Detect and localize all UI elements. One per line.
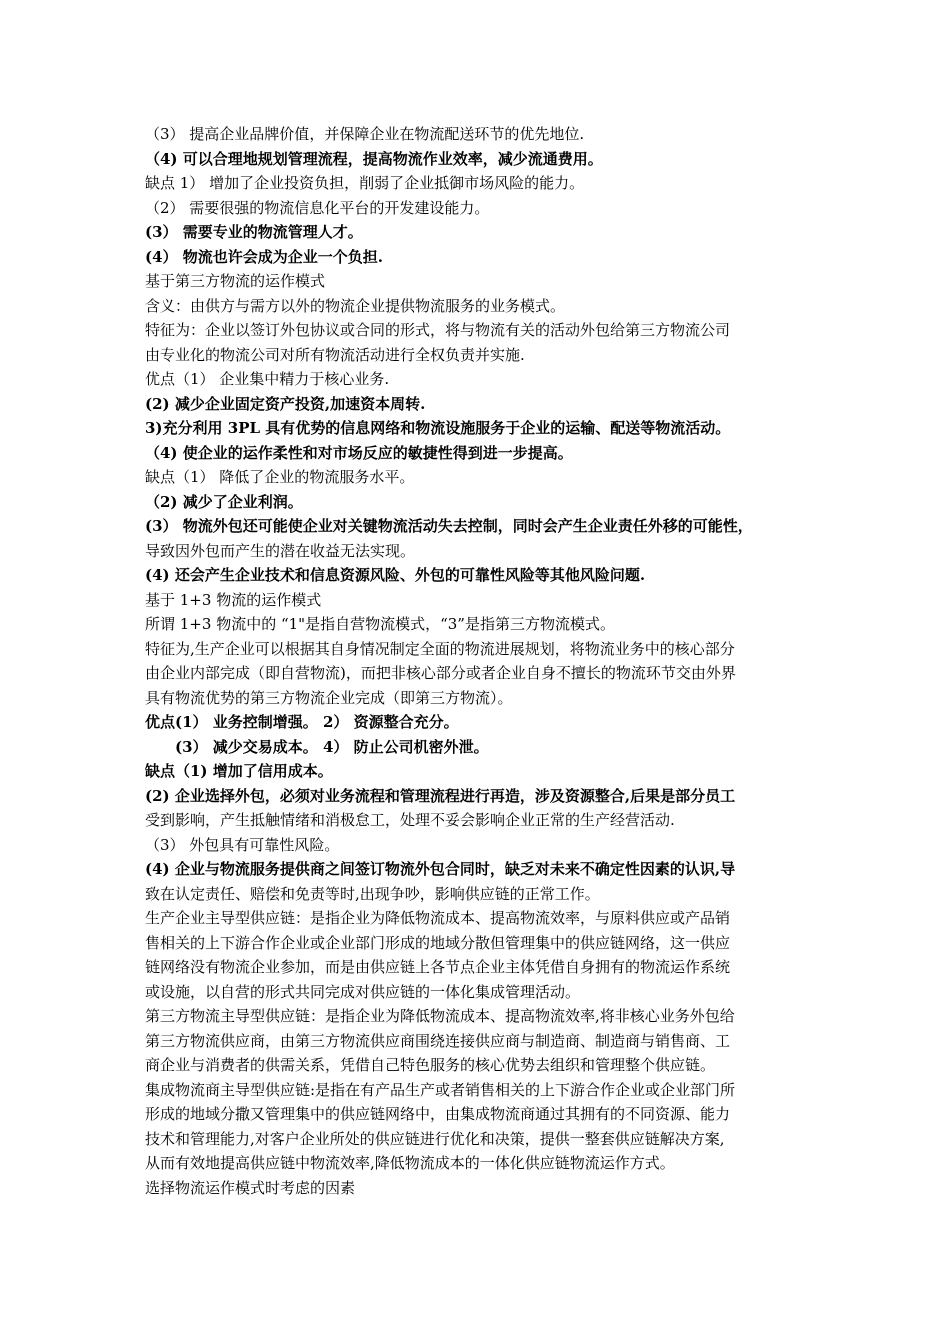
text-line: 致在认定责任、赔偿和免责等时,出现争吵，影响供应链的正常工作。 bbox=[145, 884, 600, 903]
text-line: 由专业化的物流公司对所有物流活动进行全权负责并实施. bbox=[145, 345, 525, 364]
text-line: （3） 提高企业品牌价值，并保障企业在物流配送环节的优先地位. bbox=[145, 125, 585, 143]
document-page bbox=[145, 122, 825, 1200]
text-line: (4) 还会产生企业技术和信息资源风险、外包的可靠性风险等其他风险问题. bbox=[145, 566, 646, 584]
text-line: (3） 需要专业的物流管理人才。 bbox=[145, 223, 363, 241]
section-heading: 基于第三方物流的运作模式 bbox=[145, 272, 326, 290]
text-line: 特征为,生产企业可以根据其自身情况制定全面的物流进展规划，将物流业务中的核心部分 bbox=[145, 639, 735, 658]
text-line: 形成的地域分撒又管理集中的供应链网络中，由集成物流商通过其拥有的不同资源、能力 bbox=[145, 1105, 731, 1123]
text-line: 缺点 1） 增加了企业投资负担，削弱了企业抵御市场风险的能力。 bbox=[145, 174, 585, 192]
text-line: 商企业与消费者的供需关系，凭借自己特色服务的核心优势去组织和管理整个供应链。 bbox=[145, 1056, 716, 1074]
text-line: （3） 外包具有可靠性风险。 bbox=[145, 835, 340, 854]
text-line: 缺点（1) 增加了信用成本。 bbox=[145, 762, 333, 780]
text-line: 缺点（1） 降低了企业的物流服务水平。 bbox=[145, 468, 415, 486]
text-line: 受到影响，产生抵触情绪和消极怠工，处理不妥会影响企业正常的生产经营活动. bbox=[145, 811, 675, 829]
text-line: 第三方物流供应商，由第三方物流供应商围绕连接供应商与制造商、制造商与销售商、工 bbox=[145, 1031, 731, 1050]
text-line: 所谓 1+3 物流中的 “1"是指自营物流模式，“3”是指第三方物流模式。 bbox=[145, 615, 615, 633]
text-line: (2) 企业选择外包，必须对业务流程和管理流程进行再造，涉及资源整合,后果是部分员工 bbox=[145, 786, 736, 805]
section-heading: 基于 1+3 物流的运作模式 bbox=[145, 590, 322, 609]
text-line: 优点（1） 企业集中精力于核心业务. bbox=[145, 370, 390, 388]
text-line: (4） 物流也许会成为企业一个负担. bbox=[145, 247, 383, 266]
text-line: (3） 减少交易成本。 4） 防止公司机密外泄。 bbox=[175, 737, 489, 756]
text-line: (4) 企业与物流服务提供商之间签订物流外包合同时，缺乏对未来不确定性因素的认识,导 bbox=[145, 860, 736, 878]
text-line: 由企业内部完成（即自营物流)，而把非核心部分或者企业自身不擅长的物流环节交由外界 bbox=[145, 664, 736, 682]
text-line: 特征为：企业以签订外包协议或合同的形式，将与物流有关的活动外包给第三方物流公司 bbox=[145, 321, 731, 339]
text-line: 具有物流优势的第三方物流企业完成（即第三方物流）。 bbox=[145, 688, 513, 707]
text-line: （2) 减少了企业利润。 bbox=[145, 492, 303, 511]
text-line: 含义：由供方与需方以外的物流企业提供物流服务的业务模式。 bbox=[145, 296, 566, 315]
text-line: 优点(1） 业务控制增强。 2） 资源整合充分。 bbox=[145, 713, 459, 731]
text-line: (2) 减少企业固定资产投资,加速资本周转. bbox=[145, 394, 426, 413]
text-line: 第三方物流主导型供应链：是指企业为降低物流成本、提高物流效率,将非核心业务外包给 bbox=[145, 1007, 735, 1025]
text-line: 售相关的上下游合作企业或企业部门形成的地域分散但管理集中的供应链网络，这一供应 bbox=[145, 933, 731, 952]
text-line: 导致因外包而产生的潜在收益无法实现。 bbox=[145, 541, 416, 560]
text-line: 生产企业主导型供应链：是指企业为降低物流成本、提高物流效率，与原料供应或产品销 bbox=[145, 909, 731, 927]
text-line: 技术和管理能力,对客户企业所处的供应链进行优化和决策，提供一整套供应链解决方案, bbox=[145, 1129, 725, 1148]
text-line: (3） 物流外包还可能使企业对关键物流活动失去控制，同时会产生企业责任外移的可能性， bbox=[145, 517, 753, 535]
text-line: （2） 需要很强的物流信息化平台的开发建设能力。 bbox=[145, 198, 490, 217]
text-line: （4) 可以合理地规划管理流程，提高物流作业效率，减少流通费用。 bbox=[145, 149, 603, 168]
text-line: 或设施，以自营的形式共同完成对供应链的一体化集成管理活动。 bbox=[145, 982, 581, 1001]
text-line: 链网络没有物流企业参加，而是由供应链上各节点企业主体凭借自身拥有的物流运作系统 bbox=[145, 958, 731, 976]
text-line: 从而有效地提高供应链中物流效率,降低物流成本的一体化供应链物流运作方式。 bbox=[145, 1154, 675, 1172]
text-line: 3)充分利用 3PL 具有优势的信息网络和物流设施服务于企业的运输、配送等物流活动。 bbox=[145, 419, 731, 437]
section-heading: 选择物流运作模式时考虑的因素 bbox=[145, 1178, 356, 1197]
text-line: 集成物流商主导型供应链:是指在有产品生产或者销售相关的上下游合作企业或企业部门所 bbox=[145, 1080, 736, 1099]
text-line: （4) 使企业的运作柔性和对市场反应的敏捷性得到进一步提高。 bbox=[145, 443, 573, 462]
